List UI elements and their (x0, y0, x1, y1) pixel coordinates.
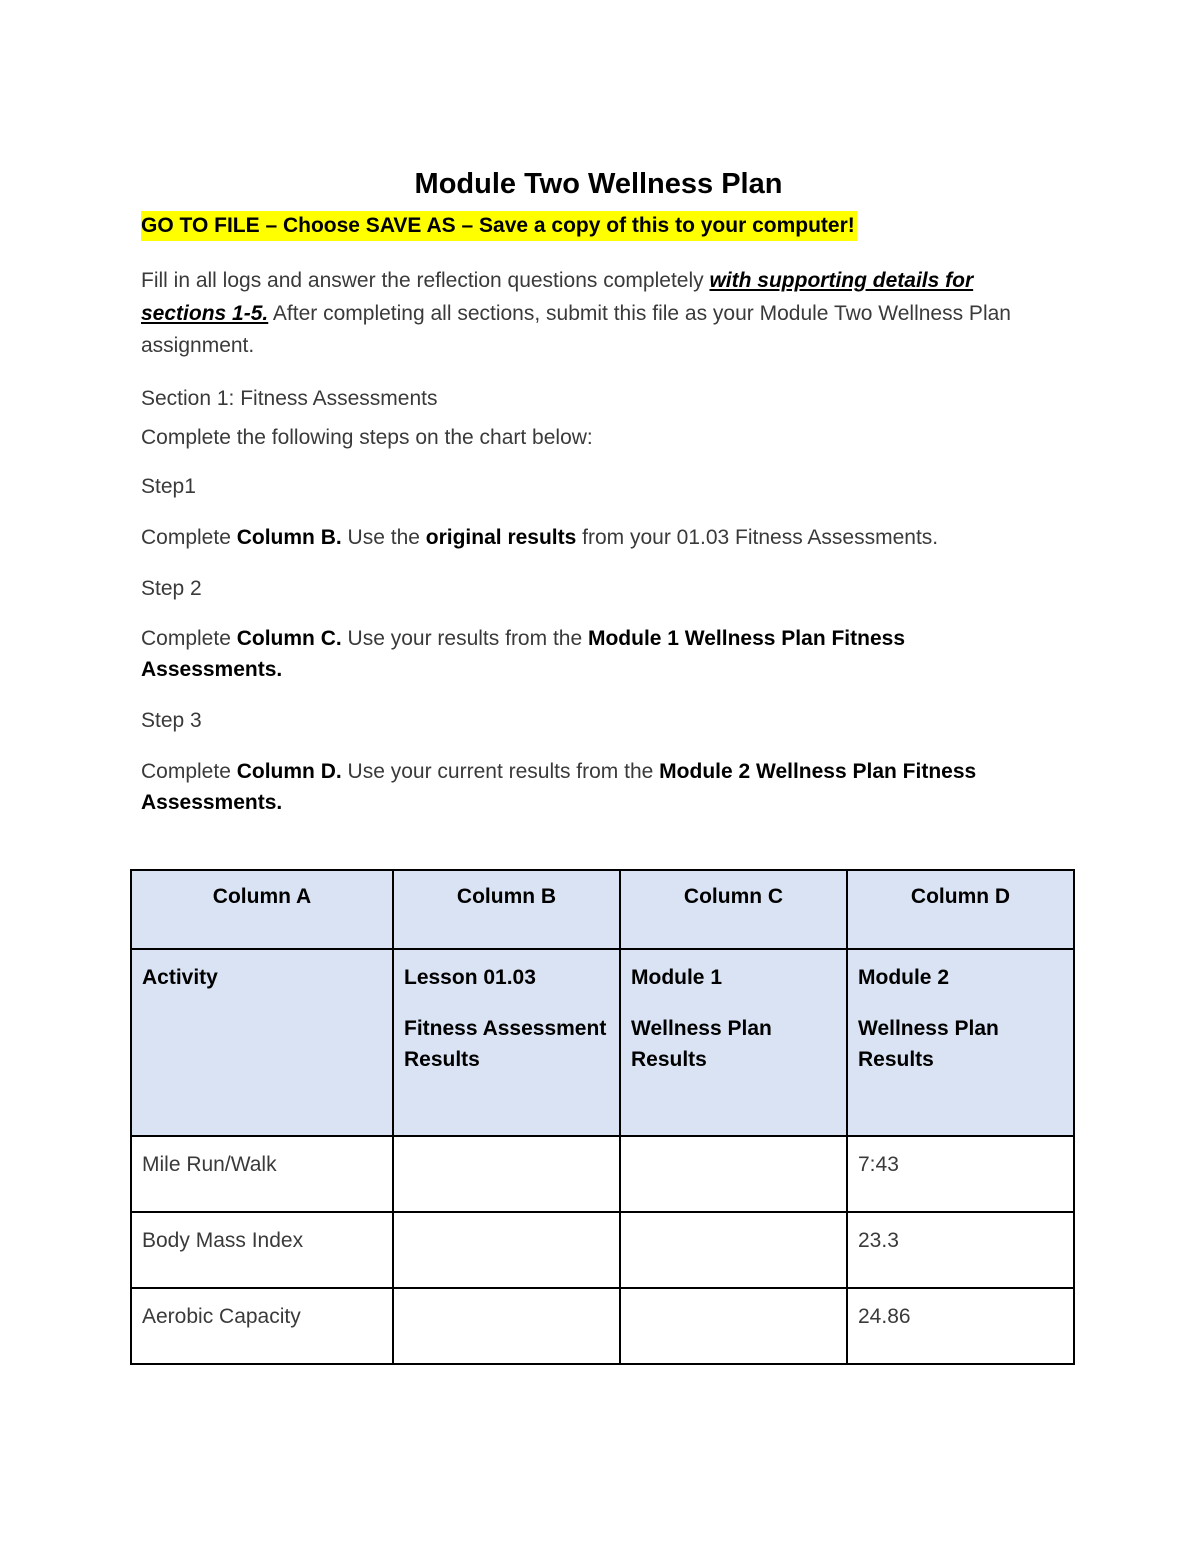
subheader-cell (131, 949, 393, 1136)
cell-text (621, 1137, 846, 1149)
cell-text (621, 1213, 846, 1225)
subheader-line: Module 1 (631, 966, 723, 989)
cell-text: 7:43 (858, 1153, 899, 1176)
subheader-line: Fitness Assessment Results (404, 1017, 607, 1071)
cell-text: Aerobic Capacity (142, 1305, 301, 1328)
column-b-cell (393, 1136, 620, 1212)
page-title: Module Two Wellness Plan (414, 168, 783, 200)
column-b-cell (393, 1212, 620, 1288)
cell-text (621, 1289, 846, 1301)
step-1-label: Step1 (141, 475, 196, 498)
intro-paragraph (141, 265, 1046, 363)
section-heading: Section 1: Fitness Assessments (141, 387, 438, 410)
intro-emphasis: with supporting details for sections 1-5. (141, 269, 974, 325)
subheader-line: Wellness Plan Results (858, 1017, 999, 1071)
step-1-t2: Use the (341, 526, 426, 549)
subheader-line: Wellness Plan Results (631, 1017, 772, 1071)
column-d-cell (847, 1288, 1074, 1364)
intro-text-1: Fill in all logs and answer the reflection questions completely (141, 269, 710, 292)
intro-text-2: After completing all sections, submit this file as your Module Two Wellness Plan assignment. (141, 301, 1011, 357)
step-3-text (141, 756, 1046, 818)
step-2-t2: Use your results from the (341, 627, 588, 650)
column-header-row (131, 870, 1074, 949)
step-1-b2: original results (425, 526, 577, 549)
step-3-label: Step 3 (141, 709, 202, 732)
table-row (131, 1136, 1074, 1212)
step-2-b1: Column C. (236, 627, 342, 650)
column-header: Column A (131, 870, 393, 949)
cell-text: Body Mass Index (142, 1229, 304, 1252)
step-2-label: Step 2 (141, 577, 202, 600)
table-row (131, 1212, 1074, 1288)
column-header: Column B (393, 870, 620, 949)
save-instruction-highlight: GO TO FILE – Choose SAVE AS – Save a copy of this to your computer! (141, 211, 857, 241)
fitness-results-table (130, 869, 1075, 1365)
cell-text: Mile Run/Walk (142, 1153, 277, 1176)
column-c-cell (620, 1212, 847, 1288)
subheader-cell (847, 949, 1074, 1136)
cell-text: 24.86 (858, 1305, 911, 1328)
column-d-cell (847, 1212, 1074, 1288)
subheader-cell (620, 949, 847, 1136)
step-2-t1: Complete (141, 627, 237, 650)
cell-text (394, 1137, 619, 1149)
table-row (131, 1288, 1074, 1364)
step-1-text (141, 522, 1046, 553)
column-c-cell (620, 1288, 847, 1364)
column-d-cell (847, 1136, 1074, 1212)
subheader-line: Module 2 (858, 966, 950, 989)
section-subheading: Complete the following steps on the chart below: (141, 426, 593, 449)
subheader-row (131, 949, 1074, 1136)
step-1-b1: Column B. (236, 526, 342, 549)
subheader-cell (393, 949, 620, 1136)
activity-cell (131, 1288, 393, 1364)
column-b-cell (393, 1288, 620, 1364)
step-1-t1: Complete (141, 526, 237, 549)
step-3-b2: Module 2 Wellness Plan Fitness Assessments. (141, 760, 977, 814)
column-header: Column D (847, 870, 1074, 949)
cell-text (394, 1213, 619, 1225)
step-3-b1: Column D. (236, 760, 342, 783)
activity-cell (131, 1212, 393, 1288)
subheader-line: Activity (142, 966, 218, 989)
step-1-t3: from your 01.03 Fitness Assessments. (576, 526, 939, 549)
subheader-line: Lesson 01.03 (404, 966, 536, 989)
column-header: Column C (620, 870, 847, 949)
column-c-cell (620, 1136, 847, 1212)
step-3-t2: Use your current results from the (341, 760, 660, 783)
cell-text (394, 1289, 619, 1301)
cell-text: 23.3 (858, 1229, 899, 1252)
step-2-b2: Module 1 Wellness Plan Fitness Assessments. (141, 627, 905, 681)
activity-cell (131, 1136, 393, 1212)
step-2-text (141, 623, 1046, 685)
step-3-t1: Complete (141, 760, 237, 783)
